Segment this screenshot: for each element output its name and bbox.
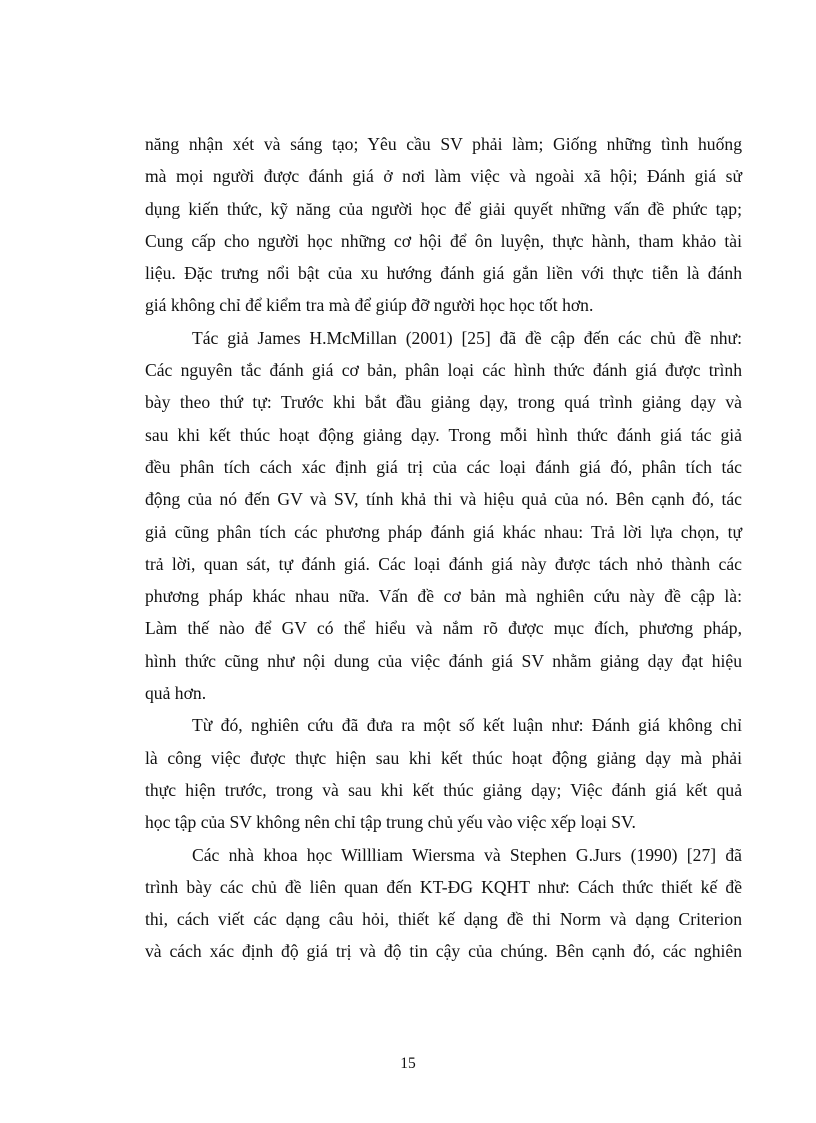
text-line: động của nó đến GV và SV, tính khả thi và hiệu quả của nó. Bên cạnh đó, tác: [145, 489, 742, 510]
text-line: Các nhà khoa học Willliam Wiersma và Stephen G.Jurs (1990) [27] đã: [192, 844, 742, 865]
text-line: mà mọi người được đánh giá ở nơi làm việc và ngoài xã hội; Đánh giá sử: [145, 166, 742, 187]
text-line: Từ đó, nghiên cứu đã đưa ra một số kết luận như: Đánh giá không chỉ: [192, 715, 742, 736]
text-line: trả lời, quan sát, tự đánh giá. Các loại đánh giá này được tách nhỏ thành các: [145, 553, 742, 574]
text-line: trình bày các chủ đề liên quan đến KT-ĐG KQHT như: Cách thức thiết kế đề: [145, 876, 742, 897]
text-line: liệu. Đặc trưng nổi bật của xu hướng đánh giá gắn liền với thực tiễn là đánh: [145, 263, 742, 284]
text-line: hình thức cũng như nội dung của việc đánh giá SV nhằm giảng dạy đạt hiệu: [145, 650, 742, 671]
text-line: đều phân tích cách xác định giá trị của các loại đánh giá đó, phân tích tác: [145, 456, 742, 477]
page-number: 15: [400, 1055, 416, 1072]
text-line: là công việc được thực hiện sau khi kết thúc hoạt động giảng dạy mà phải: [145, 747, 742, 768]
body-text: [145, 128, 742, 968]
text-line: Cung cấp cho người học những cơ hội để ôn luyện, thực hành, tham khảo tài: [145, 230, 742, 251]
paragraph: [145, 839, 742, 968]
text-line: phương pháp khác nhau nữa. Vấn đề cơ bản mà nghiên cứu này đề cập là:: [145, 586, 742, 607]
text-line: năng nhận xét và sáng tạo; Yêu cầu SV phải làm; Giống những tình huống: [145, 134, 742, 154]
text-line: thực hiện trước, trong và sau khi kết thúc giảng dạy; Việc đánh giá kết quả: [145, 779, 742, 800]
paragraph: [145, 709, 742, 838]
text-line: Làm thế nào để GV có thể hiểu và nắm rõ được mục đích, phương pháp,: [145, 618, 742, 639]
text-line: thi, cách viết các dạng câu hỏi, thiết kế dạng đề thi Norm và dạng Criterion: [145, 909, 742, 930]
text-line: và cách xác định độ giá trị và độ tin cậy của chúng. Bên cạnh đó, các nghiên: [145, 941, 742, 962]
text-line: học tập của SV không nên chỉ tập trung chủ yếu vào việc xếp loại SV.: [145, 812, 636, 833]
text-line: dụng kiến thức, kỹ năng của người học để giải quyết những vấn đề phức tạp;: [145, 198, 742, 219]
text-line: giả cũng phân tích các phương pháp đánh giá khác nhau: Trả lời lựa chọn, tự: [145, 521, 742, 542]
text-line: quả hơn.: [145, 683, 207, 704]
paragraph: [145, 322, 742, 710]
text-line: bày theo thứ tự: Trước khi bắt đầu giảng dạy, trong quá trình giảng dạy và: [145, 392, 742, 413]
text-line: giá không chỉ để kiểm tra mà để giúp đỡ người học học tốt hơn.: [145, 295, 594, 316]
paragraph: [145, 128, 742, 322]
text-line: Các nguyên tắc đánh giá cơ bản, phân loại các hình thức đánh giá được trình: [145, 360, 742, 381]
text-line: sau khi kết thúc hoạt động giảng dạy. Trong mỗi hình thức đánh giá tác giả: [145, 424, 742, 445]
text-line: Tác giả James H.McMillan (2001) [25] đã đề cập đến các chủ đề như:: [192, 327, 742, 348]
